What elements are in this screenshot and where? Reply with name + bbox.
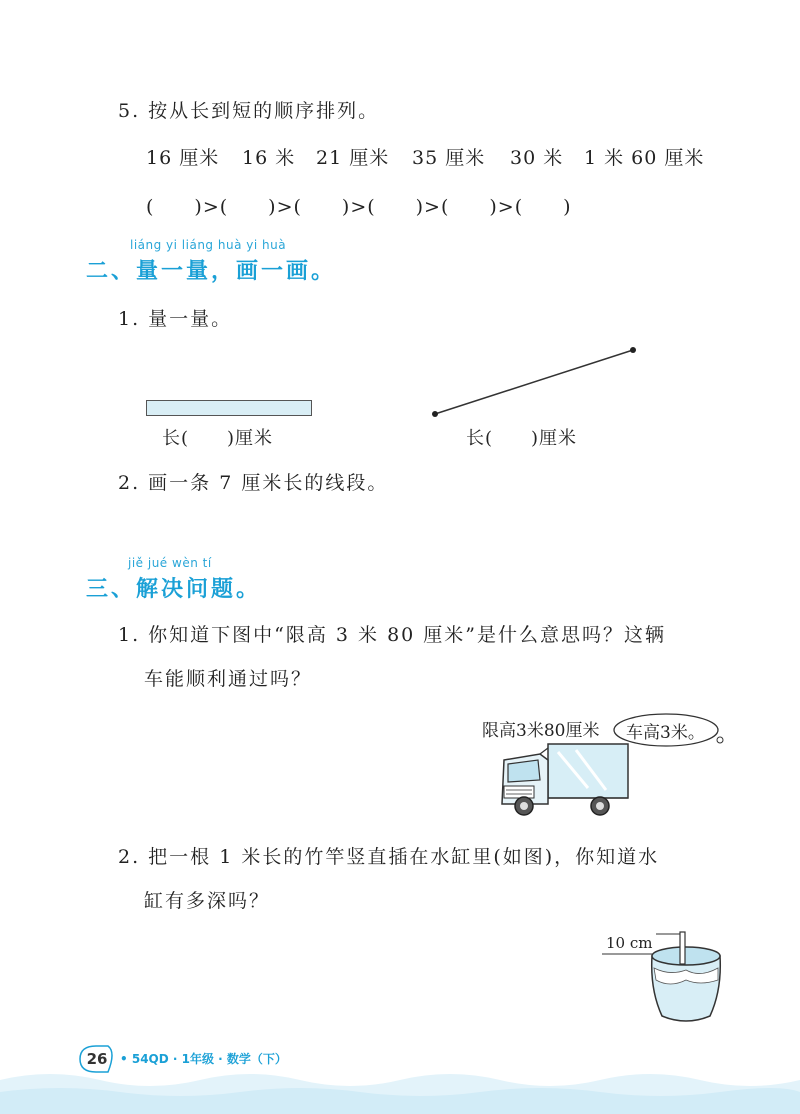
water-jar-icon xyxy=(600,930,730,1030)
section3-q1-line1: 1. 你知道下图中“限高 3 米 80 厘米”是什么意思吗？这辆 xyxy=(118,624,667,646)
page-number: 26 xyxy=(86,1050,108,1068)
section2-title: 二、量一量，画一画。 xyxy=(86,259,337,284)
q5-item: 1 米 60 厘米 xyxy=(584,147,705,169)
section2-q1: 1. 量一量。 xyxy=(118,308,233,330)
section3-title: 三、解决问题。 xyxy=(86,577,262,602)
q5-item: 30 米 xyxy=(510,147,564,169)
line-length-label: 长( )厘米 xyxy=(466,428,578,449)
section3-q2-line1: 2. 把一根 1 米长的竹竿竖直插在水缸里(如图)，你知道水 xyxy=(118,846,660,868)
measure-label: 10 cm xyxy=(606,934,653,952)
q5-item: 16 厘米 xyxy=(146,147,220,169)
bubble-text: 车高3米。 xyxy=(626,723,705,743)
section3-q1-line2: 车能顺利通过吗？ xyxy=(144,668,313,690)
section2-q2: 2. 画一条 7 厘米长的线段。 xyxy=(118,472,389,494)
rect-length-label: 长( )厘米 xyxy=(162,428,274,449)
q5-item: 16 米 xyxy=(242,147,296,169)
measure-line-segment xyxy=(420,340,650,430)
section2-pinyin: liáng yi liáng huà yi huà xyxy=(130,238,287,252)
q5-text: 5. 按从长到短的顺序排列。 xyxy=(118,100,380,122)
q5-item: 35 厘米 xyxy=(412,147,486,169)
truck-icon xyxy=(496,738,636,818)
height-limit-sign: 限高3米80厘米 xyxy=(482,721,600,741)
q5-ordering: ( )>( )>( )>( )>( )>( ) xyxy=(146,196,572,218)
footer-text: • 54QD · 1年级 · 数学（下） xyxy=(120,1052,287,1066)
q5-item: 21 厘米 xyxy=(316,147,390,169)
section3-q2-line2: 缸有多深吗？ xyxy=(144,890,271,912)
measure-rectangle xyxy=(146,400,312,416)
section3-pinyin: jiě jué wèn tí xyxy=(128,556,212,570)
